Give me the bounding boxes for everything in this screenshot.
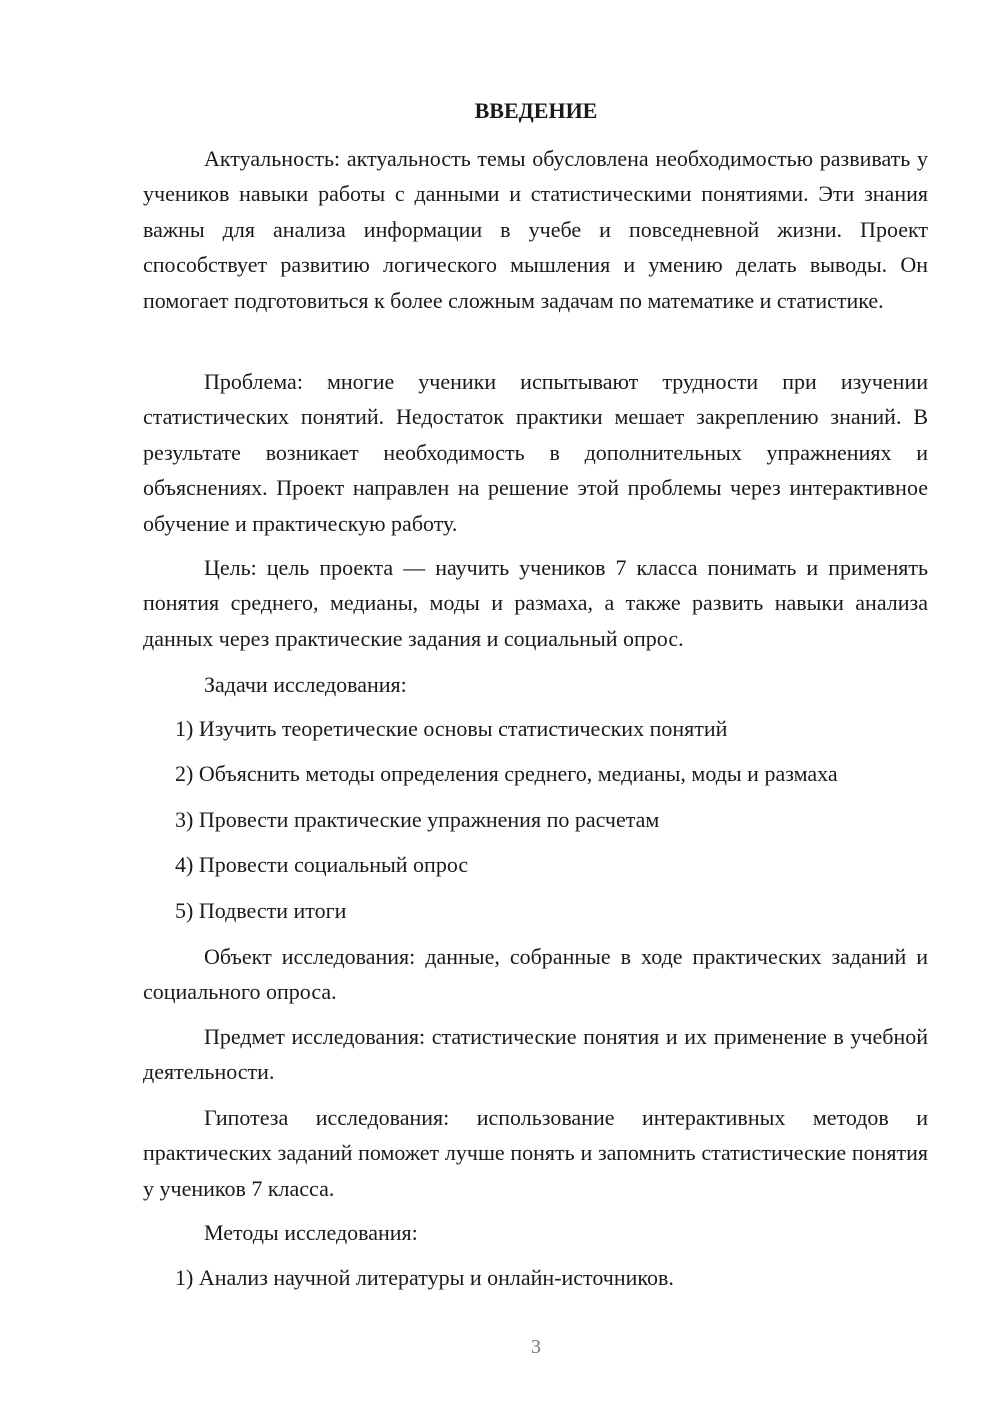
hypothesis-block <box>143 1100 928 1206</box>
page-heading: ВВЕДЕНИЕ <box>474 98 598 123</box>
tasks-title: Задачи исследования: <box>204 672 407 697</box>
object-block <box>143 939 928 1010</box>
goal-paragraph: Цель: цель проекта — научить учеников 7 класса понимать и применять понятия среднего, медианы, моды и размаха, а также развить навыки анализа данных через практические задания и социальный опрос. <box>143 555 928 651</box>
subject-paragraph: Предмет исследования: статистические понятия и их применение в учебной деятельности. <box>143 1024 928 1085</box>
method-item-1: 1) Анализ научной литературы и онлайн-источников. <box>175 1265 674 1290</box>
page-number: 3 <box>531 1336 541 1358</box>
task-item-1: 1) Изучить теоретические основы статистических понятий <box>175 716 728 741</box>
subject-block <box>143 1019 928 1090</box>
task-item-4: 4) Провести социальный опрос <box>175 852 469 877</box>
problem-paragraph: Проблема: многие ученики испытывают трудности при изучении статистических понятий. Недостаток практики мешает закреплению знаний. В результате возникает необходимость в дополнительных упражнениях и объяснениях. Проект направлен на решение этой проблемы через интерактивное обучение и практическую работу. <box>143 369 928 536</box>
object-paragraph: Объект исследования: данные, собранные в ходе практических заданий и социального опроса. <box>143 944 928 1005</box>
methods-title: Методы исследования: <box>204 1220 418 1245</box>
tasks-title-block <box>143 667 928 702</box>
goal-block <box>143 550 928 656</box>
relevance-block <box>143 141 928 318</box>
hypothesis-paragraph: Гипотеза исследования: использование интерактивных методов и практических заданий поможет лучше понять и запомнить статистические понятия у учеников 7 класса. <box>143 1105 928 1201</box>
task-item-5: 5) Подвести итоги <box>175 898 347 923</box>
problem-block <box>143 364 928 541</box>
task-item-3: 3) Провести практические упражнения по расчетам <box>175 807 660 832</box>
task-item-2: 2) Объяснить методы определения среднего, медианы, моды и размаха <box>175 761 838 786</box>
relevance-paragraph: Актуальность: актуальность темы обусловлена необходимостью развивать у учеников навыки работы с данными и статистическими понятиями. Эти знания важны для анализа информации в учебе и повседневной жизни. Проект способствует развитию логического мышления и умению делать выводы. Он помогает подготовиться к более сложным задачам по математике и статистике. <box>143 146 928 313</box>
methods-title-block <box>143 1215 928 1250</box>
